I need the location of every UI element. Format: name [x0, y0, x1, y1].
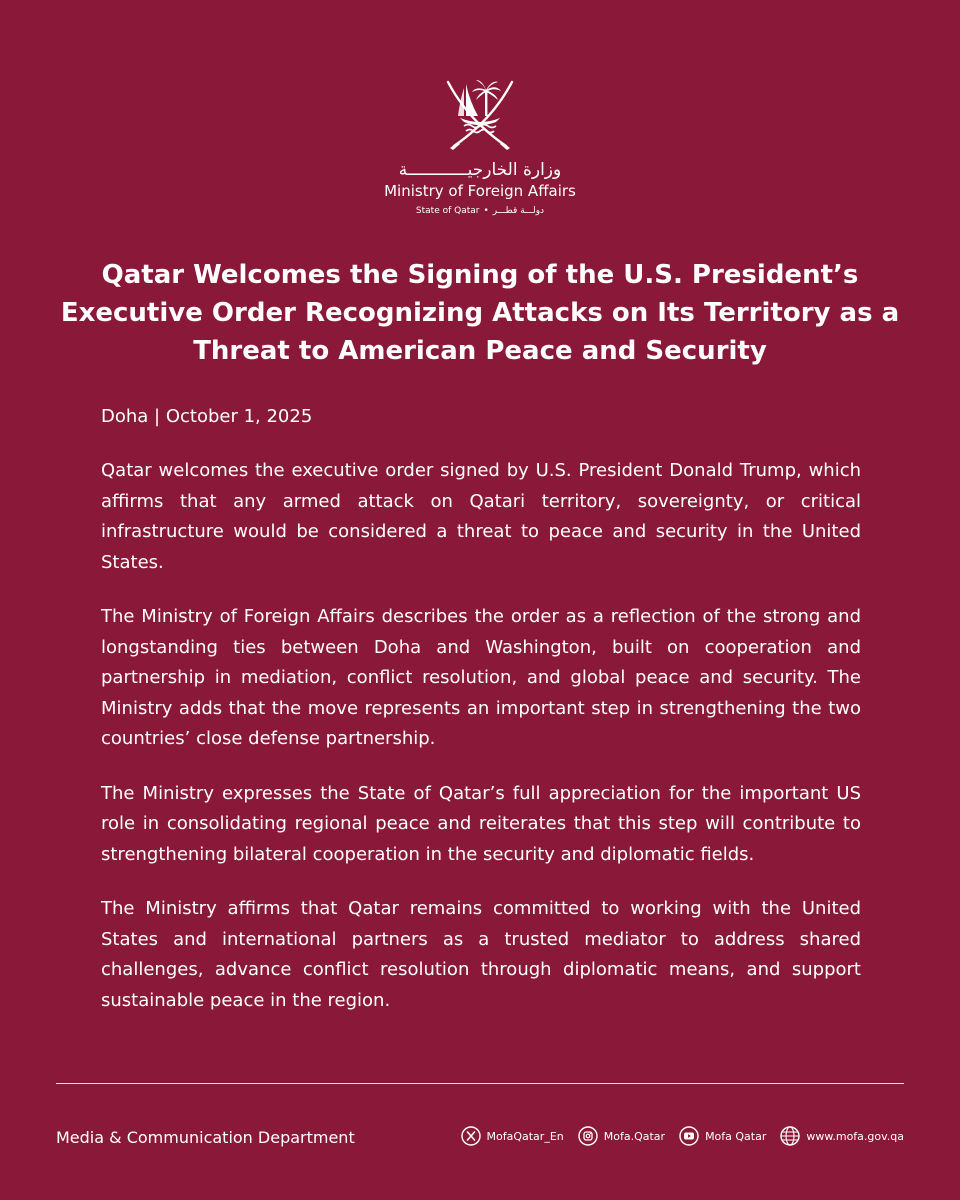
dateline: Doha | October 1, 2025 — [101, 406, 313, 427]
social-label: www.mofa.gov.qa — [806, 1129, 904, 1143]
instagram-icon — [578, 1126, 598, 1146]
globe-icon — [780, 1126, 800, 1146]
footer-divider — [56, 1083, 904, 1084]
paragraph: The Ministry of Foreign Affairs describes the order as a reflection of the strong and longstanding ties between Doha and Washington, built on cooperation and partnership in mediation, conflict resolution, and global peace and security. The Ministry adds that the move represents an important step in strengthening the two countries’ close defense partnership. — [101, 606, 861, 749]
x-icon — [461, 1126, 481, 1146]
ministry-header — [0, 72, 960, 216]
social-link-x[interactable] — [461, 1126, 564, 1146]
qatar-emblem-icon — [438, 72, 522, 152]
social-label: MofaQatar_En — [486, 1129, 564, 1143]
state-name-arabic: دولـــة قطـــر — [492, 206, 545, 216]
paragraph: Qatar welcomes the executive order signed by U.S. President Donald Trump, which affirms that any armed attack on Qatari territory, sovereignty, or critical infrastructure would be considered a threat to peace and security in the United States. — [101, 460, 861, 573]
paragraph: The Ministry expresses the State of Qatar’s full appreciation for the important US role in consolidating regional peace and reiterates that this step will contribute to strengthening bilateral cooperation in the security and diplomatic fields. — [101, 782, 861, 865]
paragraph: The Ministry affirms that Qatar remains committed to working with the United States and international partners as a trusted mediator to address shared challenges, advance conflict resolution through diplomatic means, and support sustainable peace in the region. — [101, 898, 861, 1011]
ministry-name-arabic: وزارة الخارجيــــــــــــة — [398, 160, 562, 180]
social-link-instagram[interactable] — [578, 1126, 665, 1146]
social-link-website[interactable] — [780, 1126, 904, 1146]
press-release-title: Qatar Welcomes the Signing of the U.S. President’s Executive Order Recognizing Attacks on Its Territory as a Threat to American Peace and Security — [60, 260, 900, 366]
social-label: Mofa.Qatar — [603, 1129, 666, 1143]
state-line — [416, 206, 544, 216]
press-release-body — [101, 456, 861, 1040]
state-separator: • — [483, 206, 489, 216]
social-links — [461, 1126, 904, 1146]
ministry-name-english: Ministry of Foreign Affairs — [384, 182, 576, 200]
youtube-icon — [679, 1126, 699, 1146]
state-name-english: State of Qatar — [415, 206, 480, 216]
social-label: Mofa Qatar — [705, 1129, 767, 1143]
social-link-youtube[interactable] — [679, 1126, 766, 1146]
department-name: Media & Communication Department — [56, 1128, 355, 1147]
